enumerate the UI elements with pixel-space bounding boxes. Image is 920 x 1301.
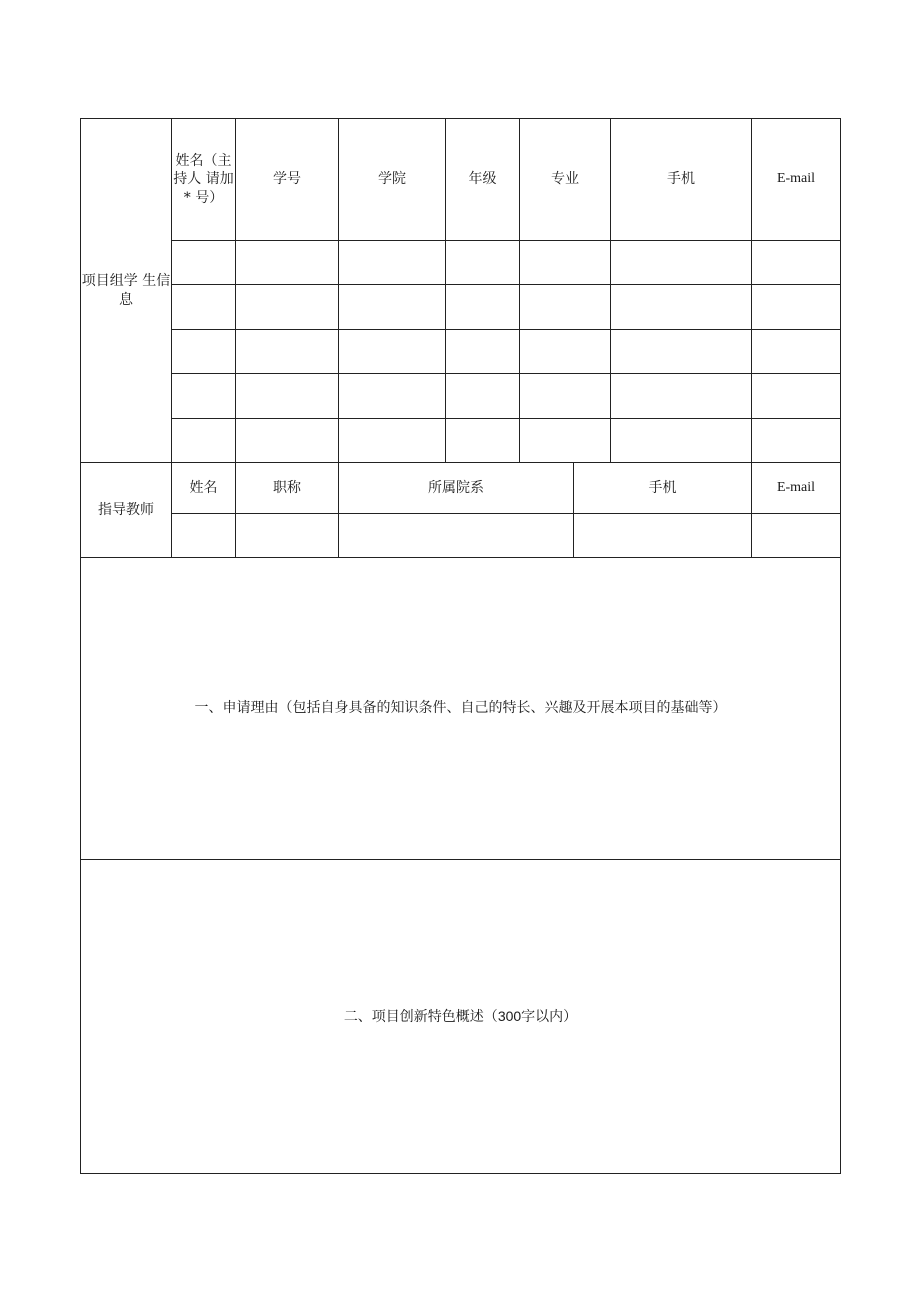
advisor-entry-row: [81, 514, 841, 558]
student-name-cell[interactable]: [172, 374, 236, 419]
innovation-section[interactable]: [81, 860, 841, 1174]
student-id-cell[interactable]: [236, 285, 339, 330]
student-college-cell[interactable]: [339, 241, 446, 285]
student-id-header: 学号: [236, 119, 339, 241]
student-name-header: 姓名（主持人 请加* 号）: [172, 119, 236, 241]
student-info-label: 项目组学 生信息: [81, 119, 172, 463]
innovation-word-limit: 300: [497, 1007, 522, 1024]
reason-heading: 一、申请理由（包括自身具备的知识条件、自己的特长、兴趣及开展本项目的基础等）: [194, 700, 727, 717]
student-grade-cell[interactable]: [446, 285, 520, 330]
student-email-cell[interactable]: [752, 330, 841, 374]
student-major-cell[interactable]: [520, 419, 611, 463]
student-id-cell[interactable]: [236, 419, 339, 463]
student-entry-row: [81, 241, 841, 285]
advisor-department-header: 所属院系: [339, 463, 574, 514]
student-email-cell[interactable]: [752, 419, 841, 463]
student-major-cell[interactable]: [520, 374, 611, 419]
student-entry-row: [81, 330, 841, 374]
student-id-cell[interactable]: [236, 330, 339, 374]
advisor-name-cell[interactable]: [172, 514, 236, 558]
student-phone-cell[interactable]: [611, 285, 752, 330]
student-college-cell[interactable]: [339, 374, 446, 419]
student-grade-header: 年级: [446, 119, 520, 241]
student-major-header: 专业: [520, 119, 611, 241]
innovation-heading-suffix: 字以内）: [521, 1008, 578, 1025]
student-phone-cell[interactable]: [611, 330, 752, 374]
student-phone-header: 手机: [611, 119, 752, 241]
student-email-cell[interactable]: [752, 241, 841, 285]
student-email-header: E-mail: [752, 119, 841, 241]
student-college-cell[interactable]: [339, 330, 446, 374]
student-name-cell[interactable]: [172, 330, 236, 374]
student-entry-row: [81, 374, 841, 419]
advisor-title-cell[interactable]: [236, 514, 339, 558]
student-grade-cell[interactable]: [446, 241, 520, 285]
reason-section[interactable]: [81, 558, 841, 860]
student-major-cell[interactable]: [520, 330, 611, 374]
student-name-cell[interactable]: [172, 419, 236, 463]
student-college-cell[interactable]: [339, 285, 446, 330]
advisor-label: 指导教师: [81, 463, 172, 558]
student-entry-row: [81, 419, 841, 463]
student-id-cell[interactable]: [236, 241, 339, 285]
project-application-table: [80, 118, 841, 1174]
student-grade-cell[interactable]: [446, 330, 520, 374]
student-name-cell[interactable]: [172, 285, 236, 330]
advisor-department-cell[interactable]: [339, 514, 574, 558]
student-major-cell[interactable]: [520, 285, 611, 330]
student-email-cell[interactable]: [752, 285, 841, 330]
reason-section-row: [81, 558, 841, 860]
advisor-header-row: [81, 463, 841, 514]
student-header-row: [81, 119, 841, 241]
student-id-cell[interactable]: [236, 374, 339, 419]
advisor-email-cell[interactable]: [752, 514, 841, 558]
student-grade-cell[interactable]: [446, 419, 520, 463]
student-phone-cell[interactable]: [611, 241, 752, 285]
innovation-section-row: [81, 860, 841, 1174]
advisor-email-header: E-mail: [752, 463, 841, 514]
student-phone-cell[interactable]: [611, 374, 752, 419]
student-college-header: 学院: [339, 119, 446, 241]
student-name-cell[interactable]: [172, 241, 236, 285]
innovation-heading-prefix: 二、项目创新特色概述（: [343, 1008, 498, 1025]
student-grade-cell[interactable]: [446, 374, 520, 419]
advisor-phone-cell[interactable]: [574, 514, 752, 558]
student-email-cell[interactable]: [752, 374, 841, 419]
student-major-cell[interactable]: [520, 241, 611, 285]
advisor-phone-header: 手机: [574, 463, 752, 514]
student-college-cell[interactable]: [339, 419, 446, 463]
student-phone-cell[interactable]: [611, 419, 752, 463]
advisor-title-header: 职称: [236, 463, 339, 514]
advisor-name-header: 姓名: [172, 463, 236, 514]
student-entry-row: [81, 285, 841, 330]
